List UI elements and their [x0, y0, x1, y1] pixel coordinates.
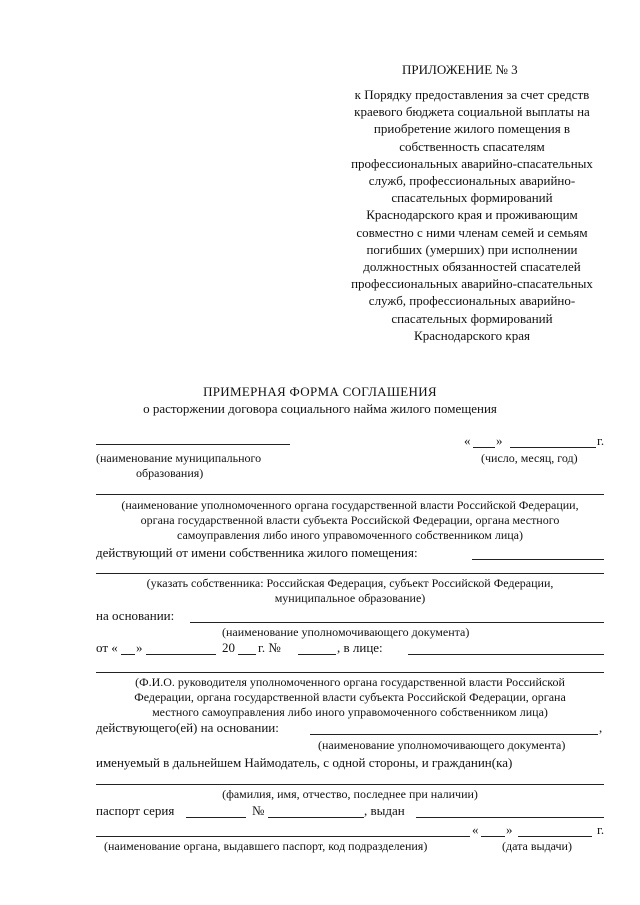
date-caption: (число, месяц, год) [481, 451, 578, 465]
issuer-caption: (наименование органа, выдавшего паспорт, код подразделения) [104, 839, 428, 853]
issue-day-field[interactable] [481, 836, 505, 837]
citizen-name-field[interactable] [96, 784, 604, 785]
owner-caption: муниципальное образование) [274, 591, 426, 605]
passport-issued-by-field[interactable] [416, 817, 604, 818]
landlord-line: именуемый в дальнейшем Наймодатель, с одной стороны, и гражданин(ка) [96, 755, 513, 770]
issue-quote-open: « [472, 822, 479, 837]
appendix-line: Краснодарского края [414, 327, 530, 343]
appendix-line: совместно с ними членам семей и семьям [356, 224, 588, 240]
passport-number-field[interactable] [268, 817, 364, 818]
appendix-line: краевого бюджета социальной выплаты на [354, 104, 590, 120]
from-quote-close: » [136, 640, 143, 655]
date-quote-close: » [496, 433, 503, 448]
owner-field[interactable] [96, 573, 604, 574]
appendix-line: погибших (умерших) при исполнении [366, 241, 578, 257]
appendix-line: приобретение жилого помещения в [373, 121, 571, 137]
document-number-field[interactable] [298, 654, 336, 655]
in-person-field[interactable] [408, 654, 604, 655]
head-caption: местного самоуправления либо иного управомоченного собственником лица) [152, 705, 548, 719]
date-year-suffix: г. [597, 433, 605, 448]
authority-caption: органа государственной власти субъекта Российской Федерации, органа местного [140, 513, 560, 527]
passport-issued-label: , выдан [364, 803, 405, 818]
appendix-line: к Порядку предоставления за счет средств [354, 87, 590, 102]
year-prefix: 20 [222, 640, 235, 655]
municipality-caption: образования) [136, 466, 204, 480]
date-day-field[interactable] [473, 447, 495, 448]
appendix-line: служб, профессиональных аварийно- [368, 293, 576, 309]
from-label: от « [96, 640, 118, 655]
acting-owner-label: действующий от имени собственника жилого помещения: [96, 545, 418, 560]
issue-quote-close: » [506, 822, 513, 837]
in-person-label: , в лице: [337, 640, 383, 655]
basis-document-field[interactable] [190, 622, 604, 623]
appendix-title: ПРИЛОЖЕНИЕ № 3 [402, 62, 518, 77]
form-subtitle: о расторжении договора социального найма жилого помещения [143, 401, 497, 416]
citizen-caption: (фамилия, имя, отчество, последнее при наличии) [222, 787, 478, 801]
form-title: ПРИМЕРНАЯ ФОРМА СОГЛАШЕНИЯ [203, 384, 437, 399]
head-name-field[interactable] [96, 672, 604, 673]
acting-basis-comma: , [599, 720, 603, 735]
date-month-year-field[interactable] [510, 447, 596, 448]
authority-caption: (наименование уполномоченного органа государственной власти Российской Федерации, [121, 498, 579, 512]
authority-name-field[interactable] [96, 494, 604, 495]
appendix-line: спасательных формирований [391, 190, 553, 206]
acting-owner-field[interactable] [472, 559, 604, 560]
passport-series-label: паспорт серия [96, 803, 175, 818]
basis-caption: (наименование уполномочивающего документа) [222, 625, 470, 639]
authority-caption: самоуправления либо иного управомоченного собственником лица) [177, 528, 523, 542]
appendix-line: Краснодарского края и проживающим [366, 207, 578, 223]
date-quote-open: « [464, 433, 471, 448]
acting-basis-label: действующего(ей) на основании: [96, 720, 279, 735]
passport-series-field[interactable] [186, 817, 246, 818]
head-caption: (Ф.И.О. руководителя уполномоченного органа государственной власти Российской [135, 675, 565, 689]
appendix-line: профессиональных аварийно-спасательных [351, 155, 593, 171]
issue-month-year-field[interactable] [518, 836, 592, 837]
appendix-line: собственность спасателям [399, 138, 545, 154]
appendix-line: спасательных формирований [391, 310, 553, 326]
passport-number-label: № [252, 803, 265, 818]
from-day-field[interactable] [121, 654, 135, 655]
appendix-line: должностных обязанностей спасателей [363, 259, 581, 275]
appendix-line: профессиональных аварийно-спасательных [351, 276, 593, 292]
acting-basis-field[interactable] [310, 734, 598, 735]
owner-caption: (указать собственника: Российская Федерация, субъект Российской Федерации, [146, 576, 554, 590]
municipality-caption: (наименование муниципального [96, 451, 262, 465]
head-caption: Федерации, органа государственной власти субъекта Российской Федерации, органа [134, 690, 566, 704]
from-year-field[interactable] [238, 654, 256, 655]
issue-date-caption: (дата выдачи) [502, 839, 572, 853]
appendix-line: служб, профессиональных аварийно- [368, 173, 576, 189]
from-month-field[interactable] [146, 654, 216, 655]
municipality-field[interactable] [96, 444, 290, 445]
year-number-label: г. № [258, 640, 281, 655]
appendix-reference-block [316, 86, 628, 344]
issue-year-suffix: г. [597, 822, 605, 837]
acting-basis-caption: (наименование уполномочивающего документа) [318, 738, 566, 752]
basis-label: на основании: [96, 608, 175, 623]
issuer-name-field[interactable] [96, 836, 470, 837]
